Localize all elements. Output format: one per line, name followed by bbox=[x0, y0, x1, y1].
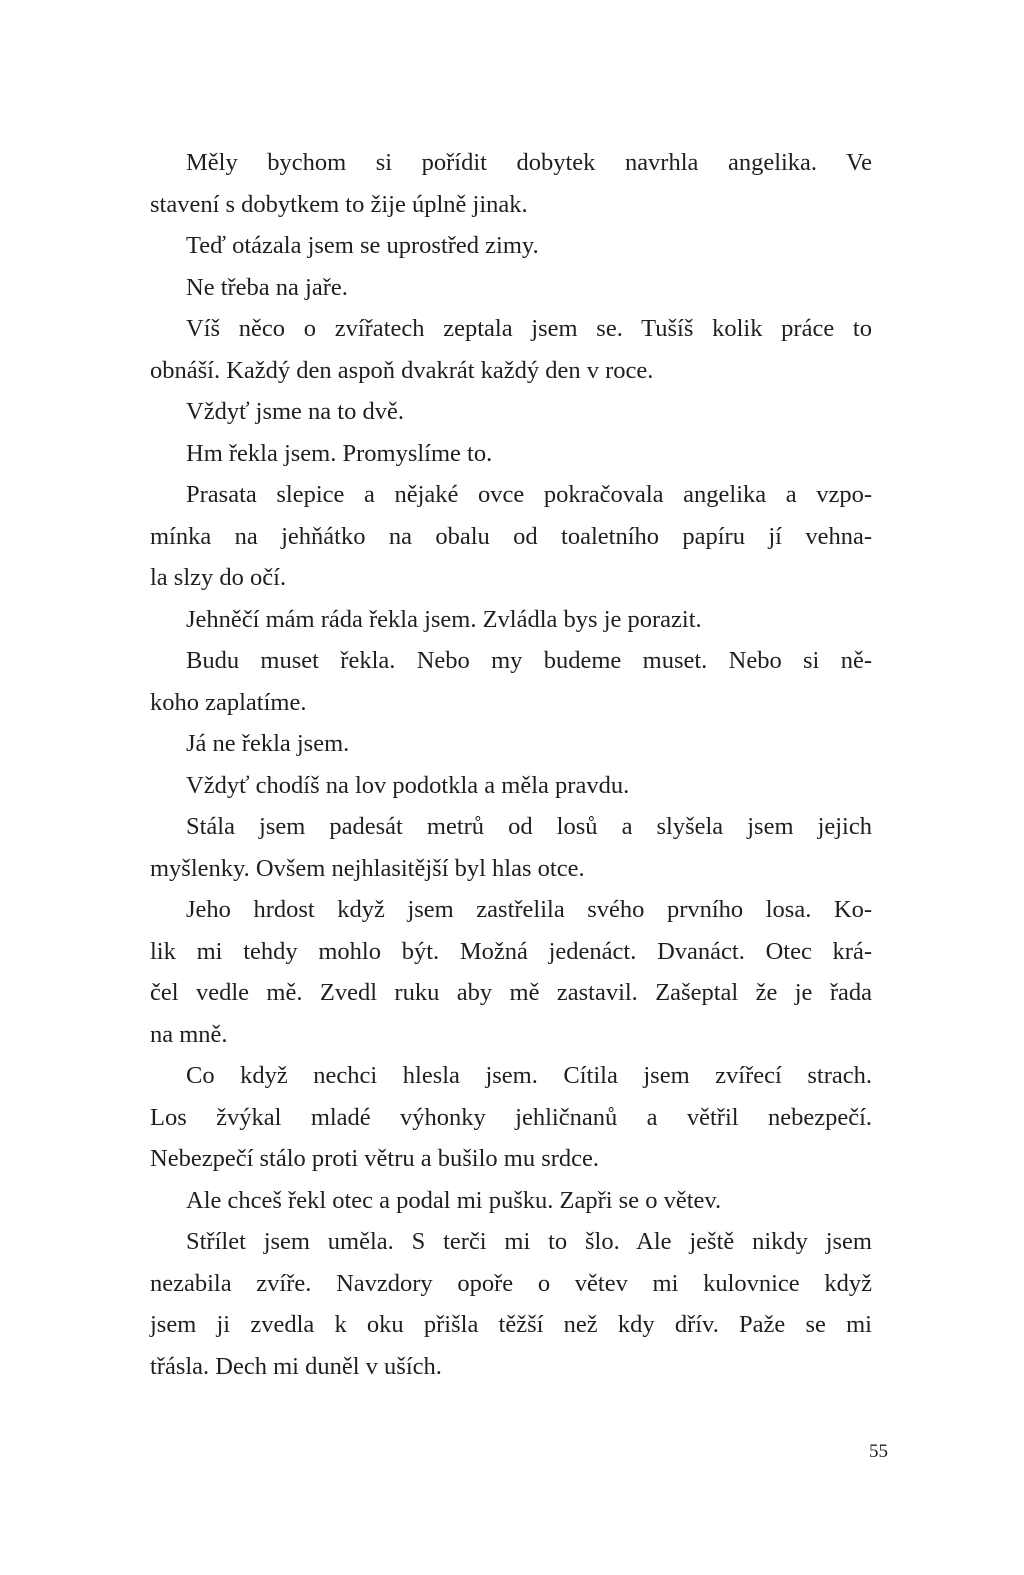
text-line: Budu muset řekla. Nebo my budeme muset. Nebo si ně- bbox=[186, 647, 872, 674]
text-line: Já ne řekla jsem. bbox=[186, 730, 350, 757]
text-line: třásla. Dech mi duněl v uších. bbox=[150, 1352, 442, 1380]
text-line: obnáší. Každý den aspoň dvakrát každý den v roce. bbox=[150, 356, 654, 384]
text-line: Co když nechci hlesla jsem. Cítila jsem zvířecí strach. bbox=[186, 1062, 872, 1089]
text-line: koho zaplatíme. bbox=[150, 688, 307, 716]
page-number: 55 bbox=[869, 1441, 888, 1462]
text-line: Ne třeba na jaře. bbox=[186, 273, 348, 301]
text-line: na mně. bbox=[150, 1020, 228, 1048]
text-line: Stála jsem padesát metrů od losů a slyšela jsem jejich bbox=[186, 813, 872, 840]
text-line: Ale chceš řekl otec a podal mi pušku. Zapři se o větev. bbox=[186, 1186, 722, 1214]
text-line: Vždyť jsme na to dvě. bbox=[186, 398, 404, 425]
text-line: Měly bychom si pořídit dobytek navrhla angelika. Ve bbox=[186, 149, 872, 176]
text-line: nezabila zvíře. Navzdory opoře o větev mi kulovnice když bbox=[150, 1269, 872, 1297]
text-line: Jeho hrdost když jsem zastřelila svého prvního losa. Ko- bbox=[186, 896, 872, 923]
text-line: Střílet jsem uměla. S terči mi to šlo. Ale ještě nikdy jsem bbox=[186, 1228, 872, 1255]
body-text bbox=[150, 142, 872, 1387]
text-line: Vždyť chodíš na lov podotkla a měla pravdu. bbox=[186, 771, 630, 799]
text-line: Hm řekla jsem. Promyslíme to. bbox=[186, 439, 493, 467]
text-line: Teď otázala jsem se uprostřed zimy. bbox=[186, 232, 539, 259]
text-line: stavení s dobytkem to žije úplně jinak. bbox=[150, 190, 528, 218]
text-line: čel vedle mě. Zvedl ruku aby mě zastavil. Zašeptal že je řada bbox=[150, 979, 872, 1006]
text-line: Prasata slepice a nějaké ovce pokračovala angelika a vzpo- bbox=[186, 481, 872, 508]
text-line: Los žvýkal mladé výhonky jehličnanů a větřil nebezpečí. bbox=[150, 1103, 872, 1131]
text-line: myšlenky. Ovšem nejhlasitější byl hlas otce. bbox=[150, 854, 585, 882]
text-line: lik mi tehdy mohlo být. Možná jedenáct. Dvanáct. Otec krá- bbox=[150, 937, 872, 965]
text-line: Nebezpečí stálo proti větru a bušilo mu srdce. bbox=[150, 1145, 600, 1172]
text-line: la slzy do očí. bbox=[150, 564, 287, 591]
text-line: mínka na jehňátko na obalu od toaletního papíru jí vehna- bbox=[150, 522, 872, 550]
text-line: Víš něco o zvířatech zeptala jsem se. Tušíš kolik práce to bbox=[186, 315, 872, 342]
text-line: jsem ji zvedla k oku přišla těžší než kdy dřív. Paže se mi bbox=[150, 1311, 872, 1338]
text-line: Jehněčí mám ráda řekla jsem. Zvládla bys je porazit. bbox=[186, 605, 702, 633]
